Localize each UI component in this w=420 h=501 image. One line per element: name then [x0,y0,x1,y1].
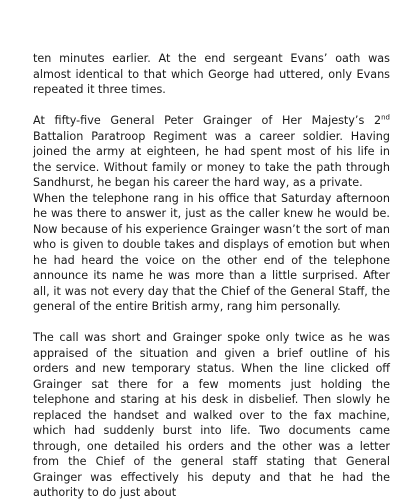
ordinal-suffix: nd [381,113,390,122]
document-page [33,51,390,501]
paragraph-1: ten minutes earlier. At the end sergeant Evans’ oath was almost identical to that which George had uttered, only Evans repeated it three times. [33,52,390,96]
paragraph-4: The call was short and Grainger spoke only twice as he was appraised of the situation and given a brief outline of his orders and new temporary status. When the line clicked off Grainger sat there for a few moments just holding the telephone and staring at his desk in disbelief. Then slowly he replaced the handset and walked over to the fax machine, which had suddenly burst into life. Two documents came through, one detailed his orders and the other was a letter from the Chief of the general staff stating that General Grainger was effectively his deputy and that he had the authority to do just about [33,331,390,499]
paragraph-2-rest: Battalion Paratroop Regiment was a career soldier. Having joined the army at eighteen, he had spent most of his life in the service. Without family or money to take the path through Sandhurst, he began his career the hard way, as a private. [33,129,390,189]
paragraph-spacer [33,98,390,114]
paragraph-2 [33,113,390,191]
paragraph-spacer [33,315,390,331]
paragraph-3: When the telephone rang in his office that Saturday afternoon he was there to answer it, just as the caller knew he would be. Now because of his experience Grainger wasn’t the sort of man who is given to double takes and displays of emotion but when he had heard the voice on the other end of the telephone announce its name he was more than a little surprised. After all, it was not every day that the Chief of the General Staff, the general of the entire British army, rang him personally. [33,191,390,313]
paragraph-2-start: At fifty-five General Peter Grainger of Her Majesty’s 2 [33,114,382,127]
